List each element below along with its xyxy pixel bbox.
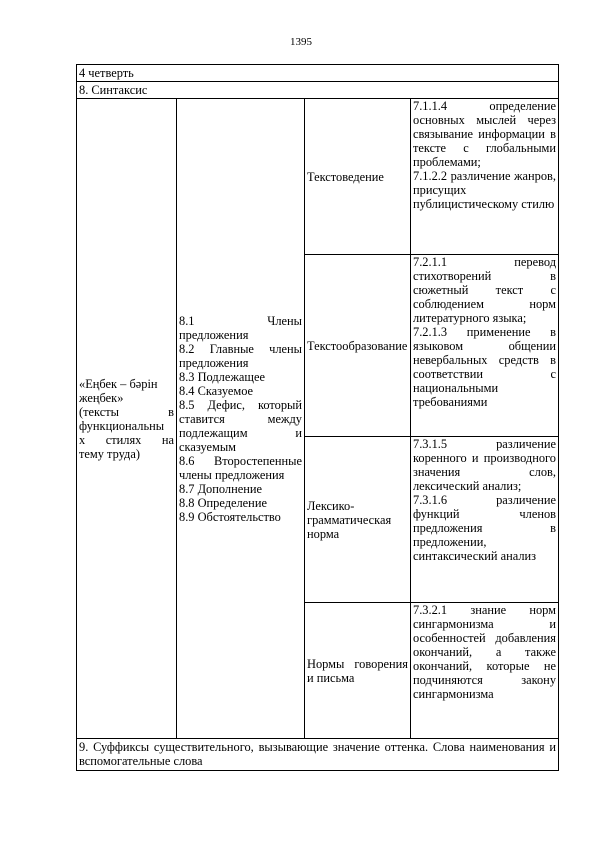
theme-line: функциональны xyxy=(79,418,165,433)
area-cell: Текстообразование xyxy=(305,255,411,437)
area-cell: Нормы говорения и письма xyxy=(305,603,411,739)
objective-item: 7.3.2.1 знание норм сингармонизма и особенностей добавления окончаний, а также окончаний, которые не подчиняются закону сингармонизма xyxy=(413,603,557,701)
topics-cell xyxy=(177,99,305,739)
objectives-cell xyxy=(411,437,559,603)
topic-item: 8.2 Главные члены предложения xyxy=(179,341,302,370)
objectives-cell xyxy=(411,99,559,255)
footer-row: 9. Суффиксы существительного, вызывающие значение оттенка. Слова наименования и вспомогательные слова xyxy=(77,739,559,771)
objectives-cell xyxy=(411,255,559,437)
theme-cell xyxy=(77,99,177,739)
objective-item: 7.3.1.5 различение коренного и производного значения слов, лексический анализ; xyxy=(413,437,557,493)
section-heading: 8. Синтаксис xyxy=(77,82,559,99)
topic-item: 8.6 Второстепенные члены предложения xyxy=(179,453,302,482)
area-cell: Текстоведение xyxy=(305,99,411,255)
objective-item: 7.2.1.3 применение в языковом общении невербальных средств в соответствии с национальными требованиями xyxy=(413,325,557,409)
topic-item: 8.5 Дефис, который ставится между подлежащим и сказуемым xyxy=(179,397,302,454)
objective-item: 7.3.1.6 различение функций членов предложения в предложении, синтаксический анализ xyxy=(413,493,557,563)
page-number: 1395 xyxy=(290,36,312,48)
topic-item: 8.3 Подлежащее xyxy=(179,369,265,384)
objectives-cell xyxy=(411,603,559,739)
theme-line: х стилях на xyxy=(79,432,174,447)
topic-item: 8.1 Члены предложения xyxy=(179,313,302,342)
theme-line: «Еңбек – бәрін xyxy=(79,376,158,391)
quarter-heading: 4 четверть xyxy=(77,65,559,82)
area-cell: Лексико-грамматическая норма xyxy=(305,437,411,603)
topic-item: 8.9 Обстоятельство xyxy=(179,509,281,524)
topic-item: 8.7 Дополнение xyxy=(179,481,262,496)
theme-line: тему труда) xyxy=(79,446,140,461)
curriculum-table xyxy=(76,64,559,771)
topic-item: 8.8 Определение xyxy=(179,495,267,510)
objective-item: 7.1.1.4 определение основных мыслей через связывание информации в тексте с глобальными проблемами; xyxy=(413,99,557,169)
theme-line: (тексты в xyxy=(79,404,174,419)
topic-item: 8.4 Сказуемое xyxy=(179,383,254,398)
objective-item: 7.2.1.1 перевод стихотворений в сюжетный текст с соблюдением норм литературного языка; xyxy=(413,255,557,325)
theme-line: жеңбек» xyxy=(79,390,124,405)
objective-item: 7.1.2.2 различение жанров, присущих публицистическому стилю xyxy=(413,169,557,211)
